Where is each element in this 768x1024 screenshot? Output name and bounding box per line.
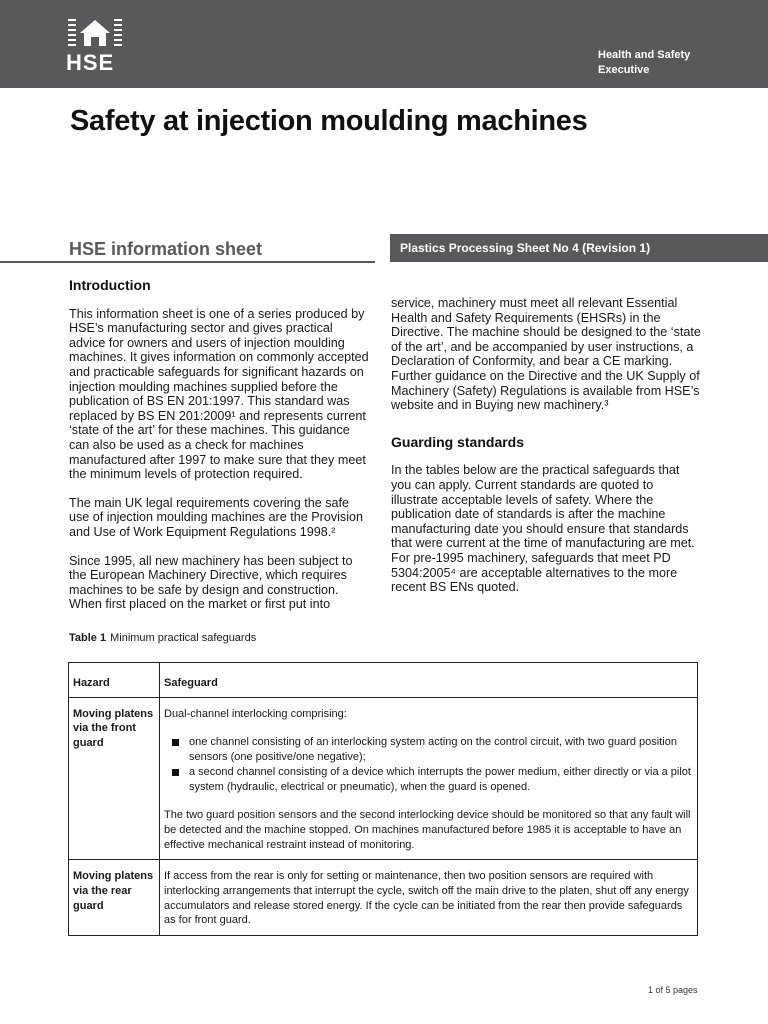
paragraph: In the tables below are the practical safeguards that you can apply. Current standards are quoted to illustrate acceptable levels of safety. Where the publication date of standards is after the machine manufacturing date you should ensure that standards that were current at the time of manufacturing are met. For pre-1995 machinery, safeguards that meet PD 5304:2005⁴ are acceptable alternatives to the more recent BS ENs quoted. bbox=[391, 463, 695, 595]
safeguard-cell: If access from the rear is only for setting or maintenance, then two position sensors are required with interlocking arrangements that interrupt the cycle, switch off the main drive to the platen, shut off any energy accumulators and release stored energy. If the cycle can be initiated from the rear then provide safeguards as for front guard. bbox=[160, 860, 698, 936]
info-sheet-label: HSE information sheet bbox=[69, 239, 263, 259]
paragraph: service, machinery must meet all relevant Essential Health and Safety Requirements (EHSRs) in the Directive. The machine should be designed to the ‘state of the art’, and be accompanied by user instructions, a Declaration of Conformity, and bear a CE marking. Further guidance on the Directive and the UK Supply of Machinery (Safety) Regulations is available from HSE’s website and in Buying new machinery.³ bbox=[391, 296, 701, 413]
agency-line-1: Health and Safety bbox=[598, 49, 691, 61]
list-item bbox=[166, 765, 693, 794]
agency-name bbox=[598, 48, 690, 78]
column-header-hazard: Hazard bbox=[69, 663, 160, 698]
table-row bbox=[69, 697, 698, 860]
page-title: Safety at injection moulding machines bbox=[70, 105, 588, 137]
divider bbox=[0, 261, 375, 263]
paragraph: The main UK legal requirements covering the safe use of injection moulding machines are the Provision and Use of Work Equipment Regulations 1998.² bbox=[69, 495, 364, 539]
table-caption-label: Table 1 bbox=[69, 632, 107, 644]
right-column bbox=[391, 296, 701, 609]
header-band bbox=[0, 0, 768, 88]
section-heading-guarding: Guarding standards bbox=[391, 433, 525, 450]
safeguard-note: The two guard position sensors and the second interlocking device should be monitored so that any fault will be detected and the machine stopped. On machines manufactured before 1985 it is acceptable to have an effective mechanical restraint instead of monitoring. bbox=[164, 809, 691, 851]
list-item bbox=[166, 735, 693, 764]
safeguard-intro: Dual-channel interlocking comprising: bbox=[164, 707, 347, 720]
bullet-icon bbox=[172, 769, 179, 776]
series-label: Plastics Processing Sheet No 4 (Revision 1) bbox=[390, 234, 768, 262]
page-count: 1 of 5 pages bbox=[648, 985, 698, 995]
paragraph: This information sheet is one of a series produced by HSE’s manufacturing sector and gives practical advice for owners and users of injection moulding machines. It gives information on commonly accepted and practicable safeguards for significant hazards on injection moulding machines supplied before the publication of BS EN 201:1997. This standard was replaced by BS EN 201:2009¹ and represents current ‘state of the art’ for these machines. This guidance can also be used as a check for machines manufactured after 1997 to make sure that they meet the minimum levels of protection required. bbox=[69, 306, 369, 482]
section-heading-introduction: Introduction bbox=[69, 277, 151, 293]
column-header-safeguard: Safeguard bbox=[160, 663, 698, 698]
table-caption bbox=[69, 632, 256, 644]
safeguard-cell bbox=[160, 697, 698, 860]
hazard-cell: Moving platens via the rear guard bbox=[69, 860, 160, 936]
bullet-icon bbox=[172, 739, 179, 746]
list-item-text: a second channel consisting of a device which interrupts the power medium, either directly or via a pilot system (hydraulic, electrical or pneumatic), when the guard is opened. bbox=[189, 765, 691, 793]
list-item-text: one channel consisting of an interlocking system acting on the control circuit, with two guard position sensors (one positive/one negative); bbox=[189, 736, 677, 764]
bullet-list bbox=[164, 735, 693, 794]
left-column bbox=[69, 278, 369, 626]
paragraph: Since 1995, all new machinery has been subject to the European Machinery Directive, which requires machines to be safe by design and construction. When first placed on the market or first put into bbox=[69, 553, 353, 612]
safeguards-table bbox=[68, 662, 698, 936]
table-header-row bbox=[69, 663, 698, 698]
table-caption-text: Minimum practical safeguards bbox=[110, 632, 257, 644]
logo-text: HSE bbox=[66, 50, 115, 75]
hazard-cell: Moving platens via the front guard bbox=[69, 697, 160, 860]
table-row bbox=[69, 860, 698, 936]
agency-line-2: Executive bbox=[598, 64, 650, 76]
